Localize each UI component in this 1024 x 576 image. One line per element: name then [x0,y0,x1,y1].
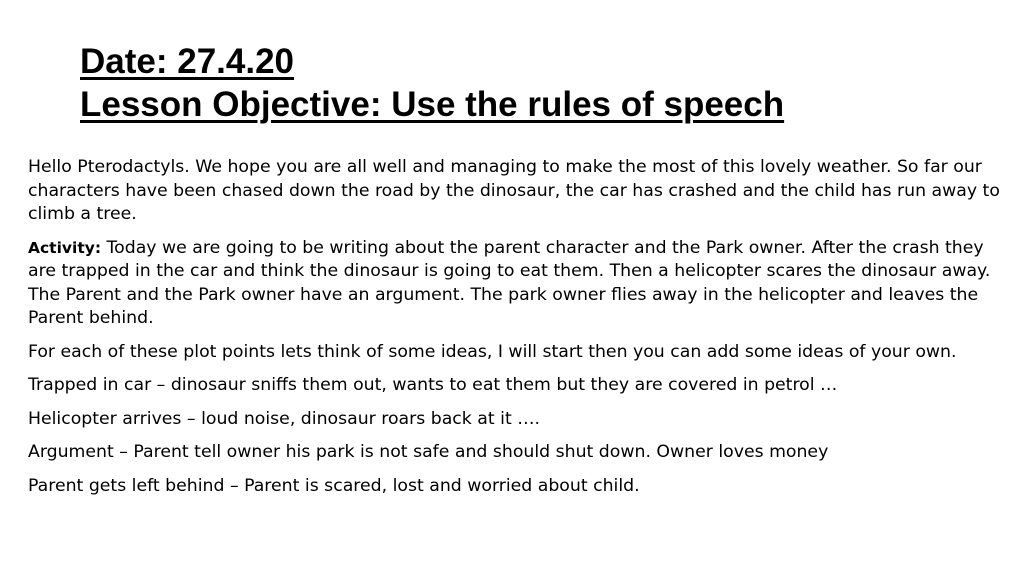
plot-point-helicopter: Helicopter arrives – loud noise, dinosaur roars back at it …. [28,408,540,429]
lesson-objective-title: Lesson Objective: Use the rules of speech [80,85,785,124]
intro-paragraph: Hello Pterodactyls. We hope you are all well and managing to make the most of this lovely weather. So far our characters have been chased down the road by the dinosaur, the car has crashed and the child has run away to climb a tree. [28,157,1000,224]
plot-point-left-behind: Parent gets left behind – Parent is scared, lost and worried about child. [28,475,640,496]
plot-intro-paragraph: For each of these plot points lets think of some ideas, I will start then you can add some ideas of your own. [28,341,957,362]
activity-label: Activity: [28,238,102,257]
plot-point-trapped: Trapped in car – dinosaur sniffs them out, wants to eat them but they are covered in petrol … [28,375,838,395]
date-title: Date: 27.4.20 [80,42,295,81]
activity-text: Today we are going to be writing about the parent character and the Park owner. After the crash they are trapped in the car and think the dinosaur is going to eat them. Then a helicopter scares the dinosaur away. The Parent and the Park owner have an argument. The park owner flies away in the helicopter and leaves the Parent behind. [28,237,991,328]
plot-point-argument: Argument – Parent tell owner his park is not safe and should shut down. Owner loves money [28,442,829,462]
activity-paragraph [28,237,1003,331]
body-text [28,156,1003,508]
title-block [80,40,980,126]
